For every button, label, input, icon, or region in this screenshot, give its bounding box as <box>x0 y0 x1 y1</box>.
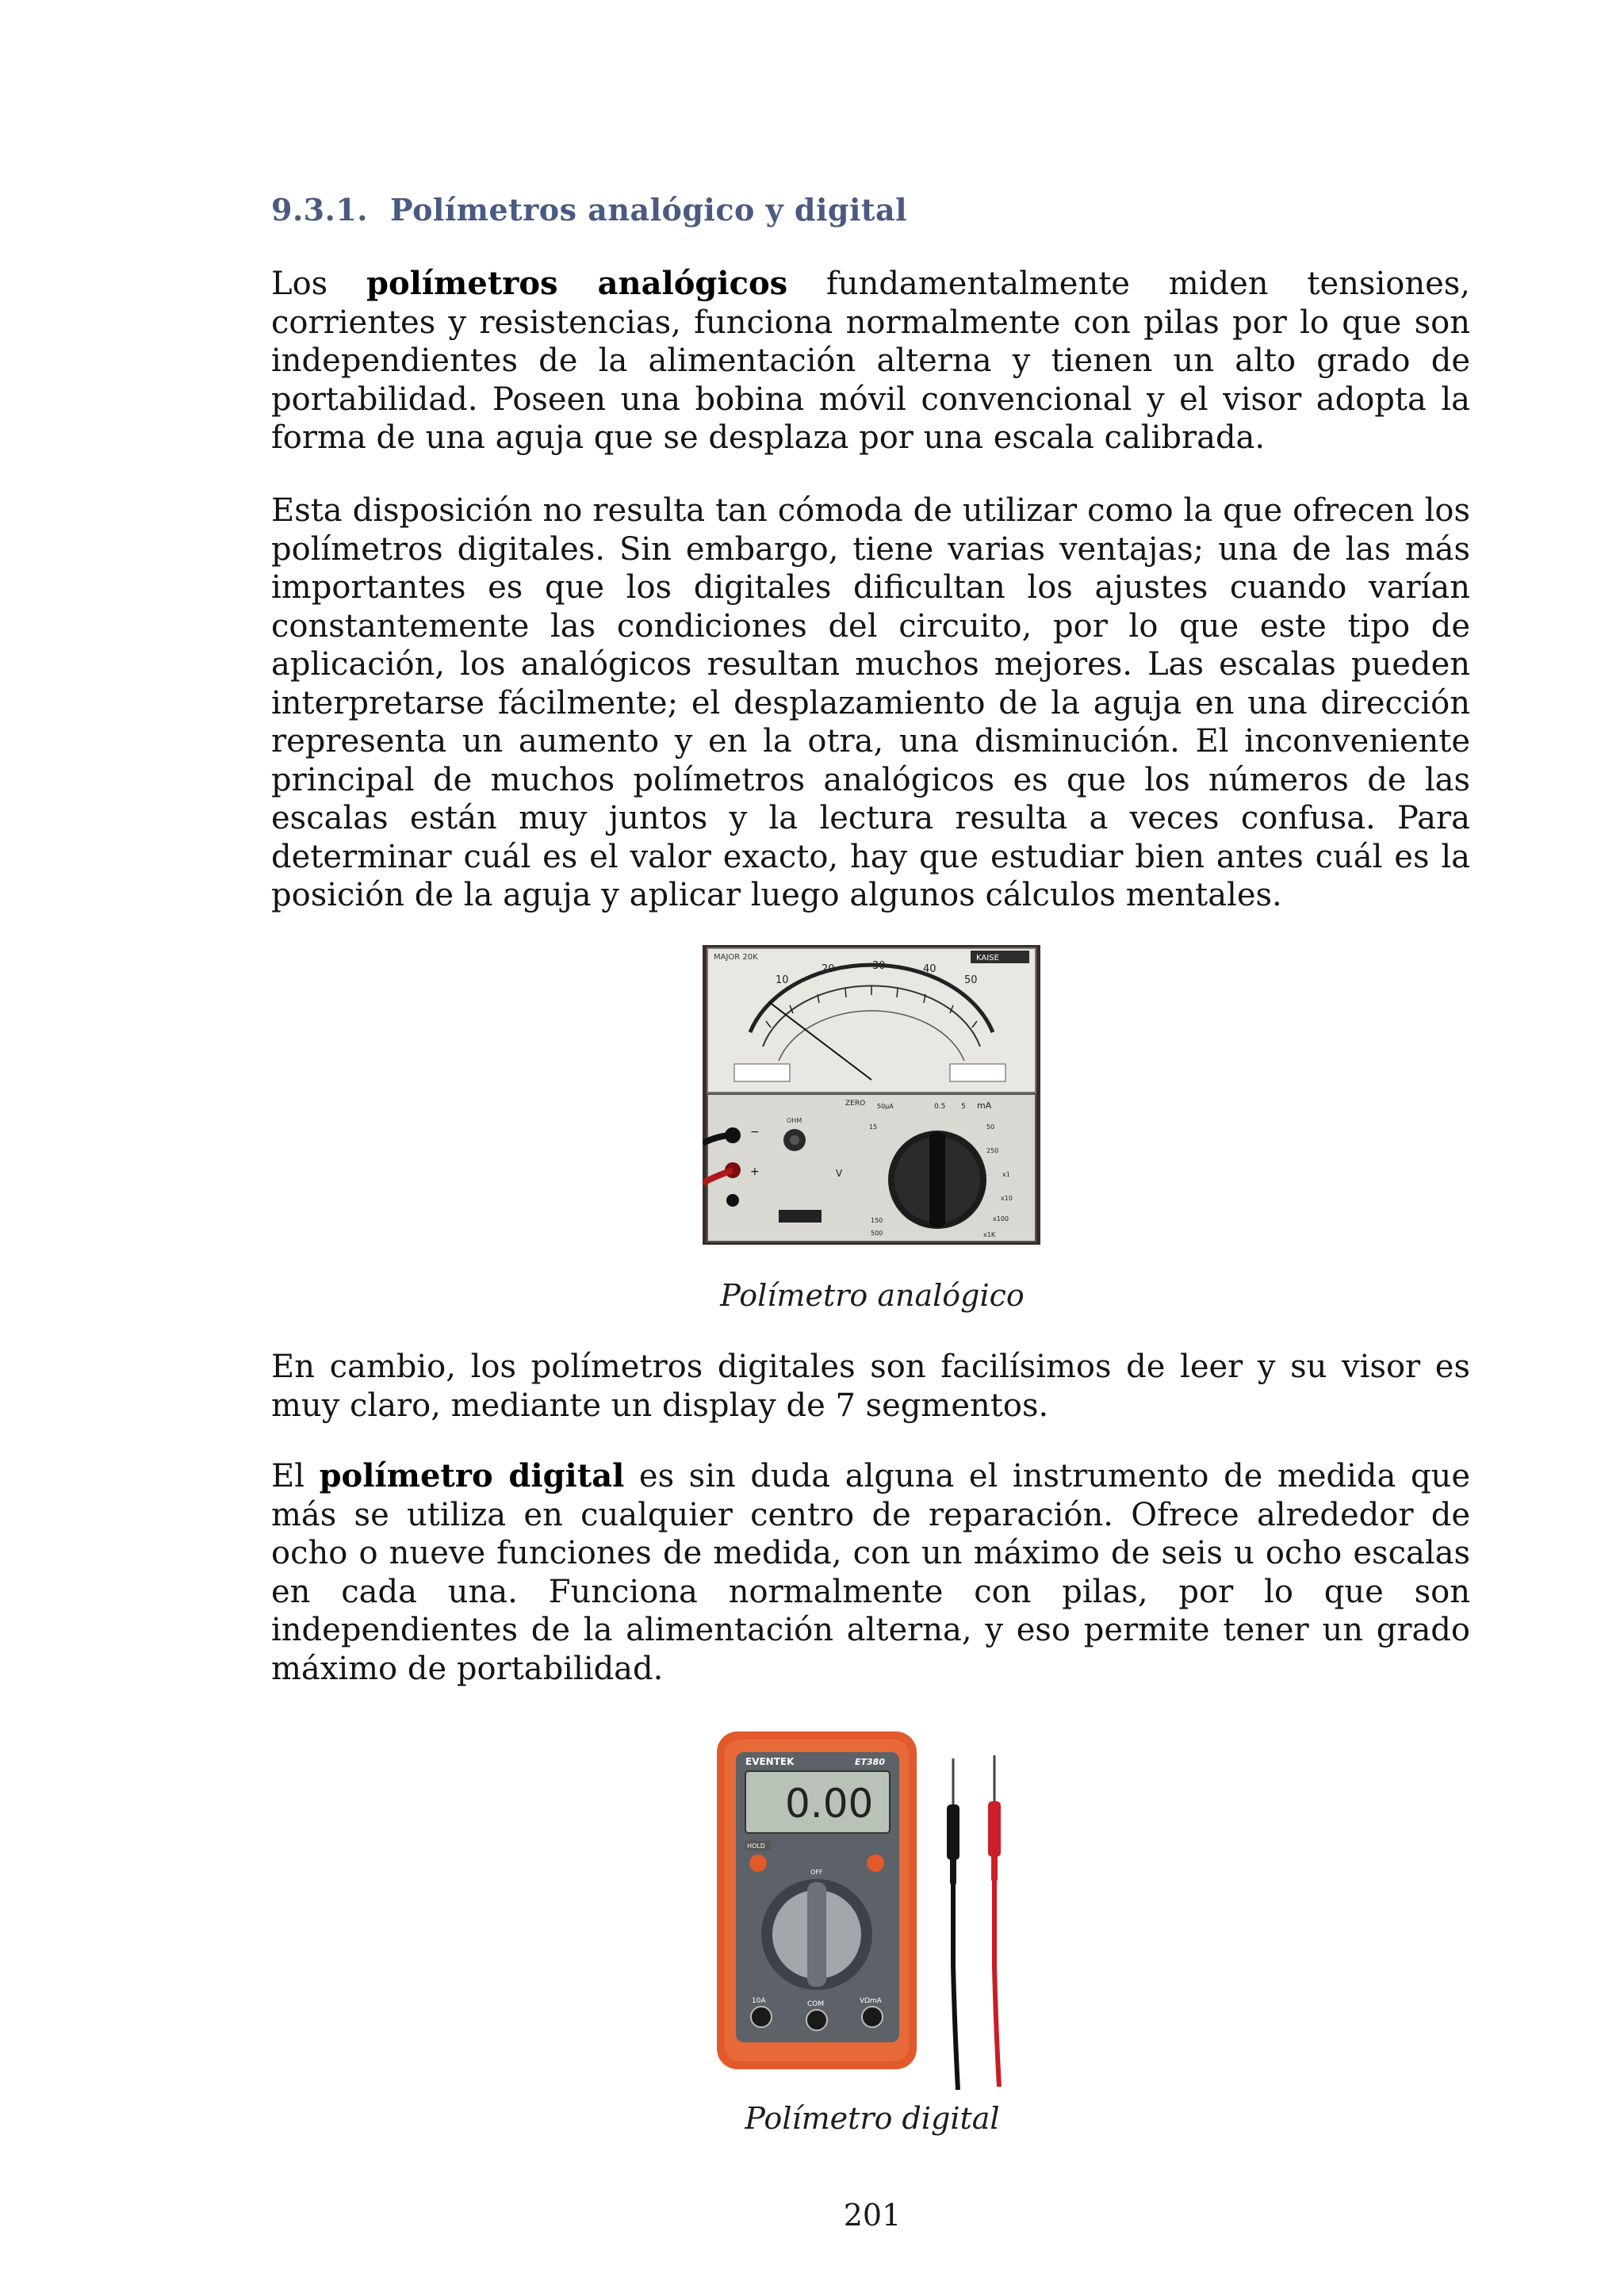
section-heading <box>271 192 907 228</box>
jack-label: 10A <box>752 1997 766 2005</box>
bold-term: polímetro digital <box>319 1457 625 1494</box>
scale-number: 50 <box>964 974 978 986</box>
paragraph-analog-intro <box>271 265 1470 457</box>
digital-model-label: ET380 <box>855 1757 885 1767</box>
off-label: OFF <box>810 1869 823 1876</box>
bold-term: polímetros analógicos <box>366 265 788 302</box>
page-number: 201 <box>843 2198 902 2233</box>
svg-text:−: − <box>750 1126 760 1138</box>
paragraph-text: fundamentalmente miden tensiones, corrientes y resistencias, funciona normalmente con pilas por lo que son independientes de la alimentación alterna y tienen un alto grado de portabilidad. Poseen una bobina móvil convencional y el visor adopta la forma de una aguja que se desplaza por una escala calibrada. <box>271 266 1471 456</box>
paragraph-digital-intro <box>271 1457 1470 1688</box>
hold-label: HOLD <box>747 1843 765 1850</box>
section-title: Polímetros analógico y digital <box>390 192 908 228</box>
range-label: x1 <box>1002 1171 1010 1178</box>
paragraph-digital-readability: En cambio, los polímetros digitales son facilísimos de leer y su visor es muy claro, mediante un display de 7 segmentos. <box>271 1349 1470 1424</box>
scale-number: 40 <box>923 963 936 975</box>
range-label: 15 <box>869 1123 878 1131</box>
range-label: V <box>836 1168 843 1179</box>
jack-v-ohm-ma <box>862 2007 883 2027</box>
range-label: 0.5 <box>934 1103 946 1111</box>
range-label: 250 <box>986 1147 999 1154</box>
paragraph-text: es sin duda alguna el instrumento de medida que más se utiliza en cualquier centro de reparación. Ofrece alrededor de ocho o nueve funciones de medida, con un máximo de seis u ocho escalas en cada una. Funciona normalmente con pilas, por lo que son independientes de la alimentación alterna, y eso permite tener un grado máximo de portabilidad. <box>271 1458 1470 1687</box>
range-label: 50 <box>986 1123 995 1131</box>
range-label: 500 <box>871 1230 883 1237</box>
range-label: x100 <box>993 1215 1009 1223</box>
range-label: 150 <box>871 1217 883 1224</box>
analog-figure-caption: Polímetro analógico <box>720 1278 1025 1313</box>
digital-figure-caption: Polímetro digital <box>745 2101 1000 2136</box>
section-number: 9.3.1. <box>271 192 369 228</box>
zero-label: ZERO <box>845 1100 866 1108</box>
analog-multimeter-photo <box>703 945 1040 1245</box>
ohm-label: OHM <box>787 1117 802 1124</box>
analog-brand-label: KAISE <box>976 954 999 962</box>
range-label: x1K <box>983 1231 996 1238</box>
digital-brand-label: EVENTEK <box>745 1756 795 1767</box>
hold-button <box>749 1854 767 1872</box>
paragraph-text: El <box>271 1458 320 1494</box>
range-label: mA <box>977 1100 992 1111</box>
digital-multimeter-photo <box>710 1728 1028 2093</box>
jack-com <box>806 2010 827 2030</box>
black-probe-icon <box>947 1804 959 1860</box>
range-label: 5 <box>961 1103 966 1111</box>
jack-label: COM <box>807 2000 825 2008</box>
paragraph-analog-advantages: Esta disposición no resulta tan cómoda de utilizar como la que ofrecen los polímetros digitales. Sin embargo, tiene varias ventajas; una de las más importantes es que los digitales dificultan los ajustes cuando varían constantemente las condiciones del circuito, por lo que este tipo de aplicación, los analógicos resultan muchos mejores. Las escalas pueden interpretarse fácilmente; el desplazamiento de la aguja en una dirección representa un aumento y en la otra, una disminución. El inconveniente principal de muchos polímetros analógicos es que los números de las escalas están muy juntos y la lectura resulta a veces confusa. Para determinar cuál es el valor exacto, hay que estudiar bien antes cuál es la posición de la aguja y aplicar luego algunos cálculos mentales. <box>271 492 1470 913</box>
scale-number: 20 <box>822 963 835 975</box>
svg-text:+: + <box>750 1165 760 1178</box>
range-label: x10 <box>1001 1195 1013 1202</box>
backlight-button <box>867 1854 884 1872</box>
scale-number: 10 <box>776 974 789 986</box>
display-value: 0.00 <box>785 1781 874 1827</box>
jack-label: VΩmA <box>860 1997 882 2005</box>
paragraph-text: Los <box>271 266 367 302</box>
scale-number: 30 <box>872 960 886 972</box>
range-label: 50μA <box>877 1103 894 1110</box>
red-probe-icon <box>988 1801 1001 1857</box>
jack-10a <box>751 2007 772 2027</box>
analog-model-label: MAJOR 20K <box>714 953 758 962</box>
